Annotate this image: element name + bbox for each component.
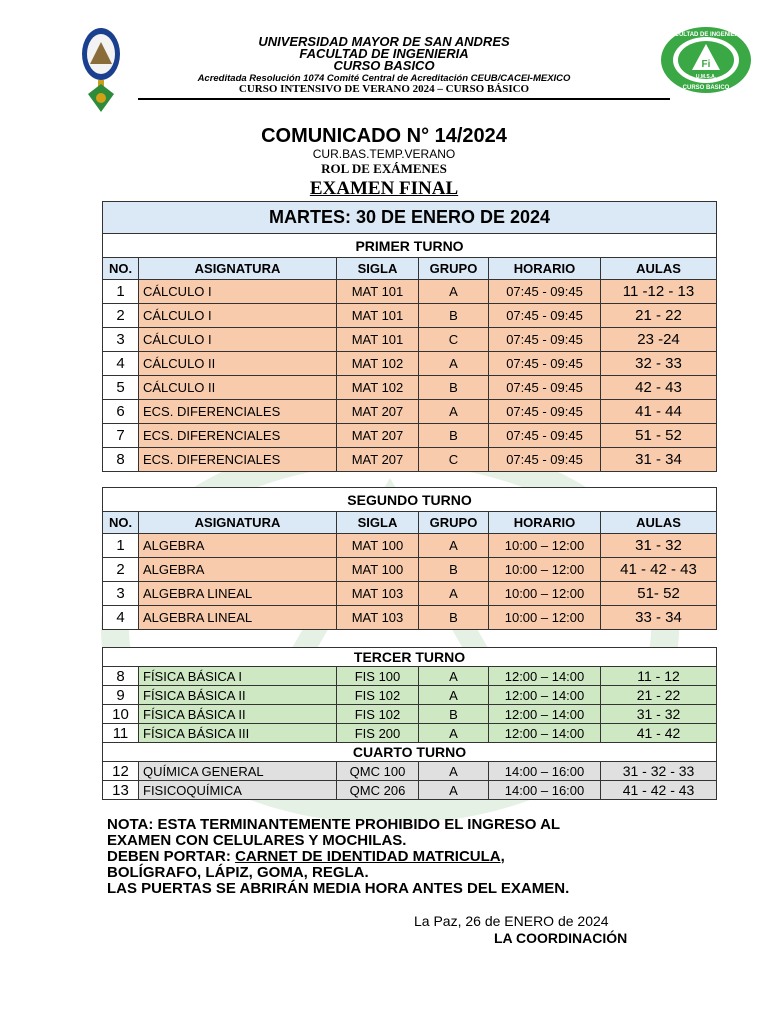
group: A <box>419 582 489 606</box>
group: C <box>419 448 489 472</box>
logo-top-text: FACULTAD DE INGENIERIA <box>666 32 746 38</box>
table-row <box>103 534 717 558</box>
subject-name: ALGEBRA <box>139 534 337 558</box>
classrooms: 51 - 52 <box>601 424 717 448</box>
table-row <box>103 558 717 582</box>
row-number: 8 <box>103 667 139 686</box>
segundo-turno-table <box>102 487 717 630</box>
subject-name: CÁLCULO II <box>139 376 337 400</box>
subject-code: QMC 206 <box>337 781 419 800</box>
schedule: 12:00 – 14:00 <box>489 686 601 705</box>
table-row <box>103 705 717 724</box>
note-line-2: EXAMEN CON CELULARES Y MOCHILAS. <box>107 832 407 849</box>
subject-name: FÍSICA BÁSICA III <box>139 724 337 743</box>
col-header-no: NO. <box>103 512 139 534</box>
table-row <box>103 424 717 448</box>
note-line-5: LAS PUERTAS SE ABRIRÁN MEDIA HORA ANTES DEL EXAMEN. <box>107 880 570 897</box>
table-row <box>103 352 717 376</box>
row-number: 7 <box>103 424 139 448</box>
row-number: 5 <box>103 376 139 400</box>
place-date: La Paz, 26 de ENERO de 2024 <box>414 913 609 929</box>
col-header-horario: HORARIO <box>489 512 601 534</box>
subject-name: QUÍMICA GENERAL <box>139 762 337 781</box>
schedule: 10:00 – 12:00 <box>489 534 601 558</box>
subject-code: MAT 100 <box>337 558 419 582</box>
table-row <box>103 304 717 328</box>
row-number: 1 <box>103 534 139 558</box>
course-name: CURSO BASICO <box>333 58 435 73</box>
subject-name: FÍSICA BÁSICA II <box>139 705 337 724</box>
comunicado-title: COMUNICADO N° 14/2024 <box>261 125 507 147</box>
classrooms: 33 - 34 <box>601 606 717 630</box>
schedule: 07:45 - 09:45 <box>489 448 601 472</box>
group: C <box>419 328 489 352</box>
classrooms: 42 - 43 <box>601 376 717 400</box>
row-number: 9 <box>103 686 139 705</box>
subject-name: CÁLCULO I <box>139 304 337 328</box>
subject-name: ALGEBRA LINEAL <box>139 606 337 630</box>
table-row <box>103 376 717 400</box>
examen-final-title: EXAMEN FINAL <box>309 178 459 199</box>
classrooms: 11 - 12 <box>601 667 717 686</box>
table-row <box>103 667 717 686</box>
classrooms: 21 - 22 <box>601 304 717 328</box>
group: A <box>419 400 489 424</box>
note-line-3 <box>107 849 505 865</box>
primer-turno-table <box>102 201 717 472</box>
subject-name: ALGEBRA <box>139 558 337 582</box>
note-line-1: NOTA: ESTA TERMINANTEMENTE PROHIBIDO EL INGRESO AL <box>107 816 561 833</box>
group: A <box>419 762 489 781</box>
subject-name: ECS. DIFERENCIALES <box>139 448 337 472</box>
faculty-name: FACULTAD DE INGENIERIA <box>299 46 469 61</box>
subject-name: FÍSICA BÁSICA I <box>139 667 337 686</box>
note-line-3-prefix: DEBEN PORTAR: <box>107 848 236 865</box>
table-row <box>103 724 717 743</box>
table-row <box>103 400 717 424</box>
table-row <box>103 448 717 472</box>
col-header-asignatura: ASIGNATURA <box>139 512 337 534</box>
col-header-asignatura: ASIGNATURA <box>139 258 337 280</box>
row-number: 2 <box>103 558 139 582</box>
group: B <box>419 705 489 724</box>
logo-mid-text: U.M.S.A. <box>695 74 717 80</box>
schedule: 14:00 – 16:00 <box>489 762 601 781</box>
group: A <box>419 280 489 304</box>
table-row <box>103 328 717 352</box>
table-row <box>103 686 717 705</box>
subject-name: FISICOQUÍMICA <box>139 781 337 800</box>
subject-code: FIS 102 <box>337 705 419 724</box>
classrooms: 32 - 33 <box>601 352 717 376</box>
row-number: 3 <box>103 582 139 606</box>
classrooms: 23 -24 <box>601 328 717 352</box>
row-number: 12 <box>103 762 139 781</box>
row-number: 4 <box>103 352 139 376</box>
schedule: 10:00 – 12:00 <box>489 558 601 582</box>
group: A <box>419 724 489 743</box>
schedule: 10:00 – 12:00 <box>489 606 601 630</box>
table-row <box>103 582 717 606</box>
col-header-no: NO. <box>103 258 139 280</box>
schedule: 07:45 - 09:45 <box>489 424 601 448</box>
row-number: 2 <box>103 304 139 328</box>
col-header-aulas: AULAS <box>601 512 717 534</box>
classrooms: 41 - 42 <box>601 724 717 743</box>
group: A <box>419 667 489 686</box>
table-row <box>103 280 717 304</box>
schedule: 12:00 – 14:00 <box>489 724 601 743</box>
row-number: 4 <box>103 606 139 630</box>
subject-code: MAT 103 <box>337 606 419 630</box>
subject-code: MAT 101 <box>337 280 419 304</box>
program-name: CURSO INTENSIVO DE VERANO 2024 – CURSO BÁSICO <box>238 83 530 95</box>
group: A <box>419 534 489 558</box>
schedule: 07:45 - 09:45 <box>489 280 601 304</box>
group: B <box>419 424 489 448</box>
subject-name: CÁLCULO I <box>139 328 337 352</box>
subject-code: MAT 102 <box>337 376 419 400</box>
group: B <box>419 606 489 630</box>
header-rule <box>138 98 670 100</box>
subject-code: MAT 100 <box>337 534 419 558</box>
subject-code: QMC 100 <box>337 762 419 781</box>
col-header-grupo: GRUPO <box>419 258 489 280</box>
subject-code: MAT 207 <box>337 400 419 424</box>
subject-name: CÁLCULO I <box>139 280 337 304</box>
col-header-sigla: SIGLA <box>337 512 419 534</box>
group: A <box>419 686 489 705</box>
signature-coordinacion: LA COORDINACIÓN <box>494 930 628 946</box>
schedule: 12:00 – 14:00 <box>489 667 601 686</box>
table-row <box>103 762 717 781</box>
subject-name: ECS. DIFERENCIALES <box>139 424 337 448</box>
schedule: 07:45 - 09:45 <box>489 400 601 424</box>
cuarto-turno-label: CUARTO TURNO <box>103 743 717 762</box>
classrooms: 11 -12 - 13 <box>601 280 717 304</box>
schedule: 07:45 - 09:45 <box>489 328 601 352</box>
logo-fi-text: Fi <box>701 59 711 70</box>
subject-code: MAT 207 <box>337 448 419 472</box>
subject-code: MAT 207 <box>337 424 419 448</box>
schedule: 07:45 - 09:45 <box>489 352 601 376</box>
subject-code: MAT 101 <box>337 328 419 352</box>
row-number: 1 <box>103 280 139 304</box>
subject-code: MAT 101 <box>337 304 419 328</box>
classrooms: 31 - 32 <box>601 705 717 724</box>
classrooms: 41 - 42 - 43 <box>601 558 717 582</box>
note-required-documents: CARNET DE IDENTIDAD MATRICULA <box>235 848 501 865</box>
row-number: 6 <box>103 400 139 424</box>
schedule: 07:45 - 09:45 <box>489 376 601 400</box>
subject-name: ALGEBRA LINEAL <box>139 582 337 606</box>
subject-code: FIS 100 <box>337 667 419 686</box>
subject-code: FIS 102 <box>337 686 419 705</box>
row-number: 8 <box>103 448 139 472</box>
date-banner: MARTES: 30 DE ENERO DE 2024 <box>103 202 717 234</box>
classrooms: 31 - 32 <box>601 534 717 558</box>
reference-code: CUR.BAS.TEMP.VERANO <box>312 147 456 161</box>
schedule: 14:00 – 16:00 <box>489 781 601 800</box>
col-header-grupo: GRUPO <box>419 512 489 534</box>
subject-name: ECS. DIFERENCIALES <box>139 400 337 424</box>
row-number: 11 <box>103 724 139 743</box>
row-number: 13 <box>103 781 139 800</box>
schedule: 07:45 - 09:45 <box>489 304 601 328</box>
group: A <box>419 352 489 376</box>
table-row <box>103 781 717 800</box>
note-line-4: BOLÍGRAFO, LÁPIZ, GOMA, REGLA. <box>107 864 369 881</box>
segundo-turno-label: SEGUNDO TURNO <box>103 488 717 512</box>
row-number: 3 <box>103 328 139 352</box>
col-header-sigla: SIGLA <box>337 258 419 280</box>
classrooms: 41 - 44 <box>601 400 717 424</box>
table-row <box>103 606 717 630</box>
subject-code: MAT 103 <box>337 582 419 606</box>
schedule: 10:00 – 12:00 <box>489 582 601 606</box>
classrooms: 21 - 22 <box>601 686 717 705</box>
tercer-turno-label: TERCER TURNO <box>103 648 717 667</box>
subject-code: MAT 102 <box>337 352 419 376</box>
group: B <box>419 376 489 400</box>
subject-name: FÍSICA BÁSICA II <box>139 686 337 705</box>
group: A <box>419 781 489 800</box>
primer-turno-label: PRIMER TURNO <box>103 234 717 258</box>
subject-name: CÁLCULO II <box>139 352 337 376</box>
classrooms: 31 - 32 - 33 <box>601 762 717 781</box>
accreditation-text: Acreditada Resolución 1074 Comité Central de Acreditación CEUB/CACEI-MEXICO <box>197 73 571 84</box>
tercer-cuarto-turno-table <box>102 647 717 800</box>
logo-bottom-text: CURSO BASICO <box>682 85 730 91</box>
university-name: UNIVERSIDAD MAYOR DE SAN ANDRES <box>258 34 510 49</box>
schedule: 12:00 – 14:00 <box>489 705 601 724</box>
col-header-horario: HORARIO <box>489 258 601 280</box>
rol-title: ROL DE EXÁMENES <box>321 161 447 176</box>
classrooms: 41 - 42 - 43 <box>601 781 717 800</box>
group: B <box>419 304 489 328</box>
note-line-3-suffix: , <box>500 848 505 865</box>
classrooms: 51- 52 <box>601 582 717 606</box>
col-header-aulas: AULAS <box>601 258 717 280</box>
classrooms: 31 - 34 <box>601 448 717 472</box>
group: B <box>419 558 489 582</box>
subject-code: FIS 200 <box>337 724 419 743</box>
row-number: 10 <box>103 705 139 724</box>
